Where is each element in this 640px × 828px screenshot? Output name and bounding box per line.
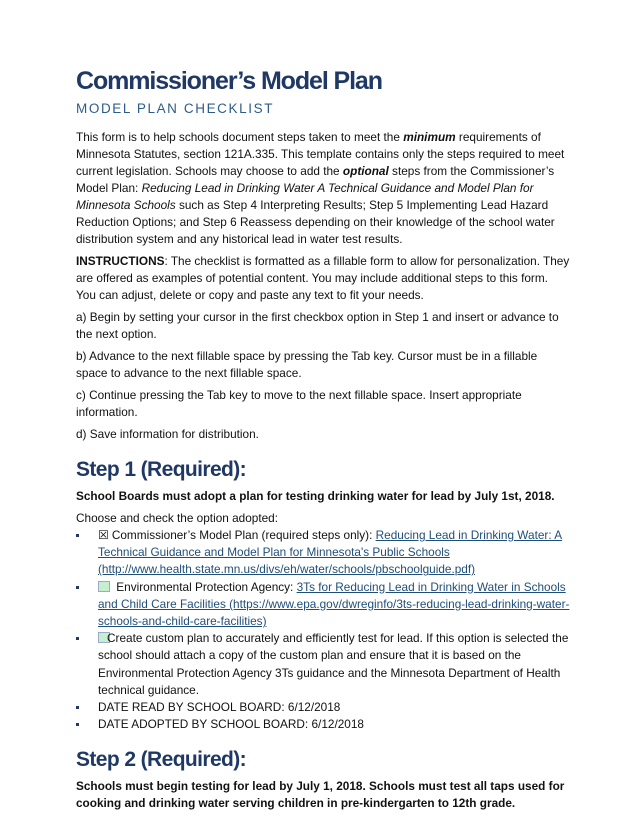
checked-checkbox[interactable]: ☒ xyxy=(98,528,109,542)
option-custom-plan: Create custom plan to accurately and efficiently test for lead. If this option is selected the school should attach a copy of the custom plan and ensure that it is based on the Environmental Protection Agency 3Ts guidance and the Minnesota Department of Health technical guidance. xyxy=(76,630,570,699)
checkbox-epa[interactable] xyxy=(98,581,110,592)
instruction-b: b) Advance to the next fillable space by pressing the Tab key. Cursor must be in a fillable space to advance to the next fillable space. xyxy=(76,349,538,380)
page-title: Commissioner’s Model Plan xyxy=(76,67,382,95)
intro-paragraph: This form is to help schools document steps taken to meet the minimum requirements of Minnesota Statutes, section 121A.335. This template contains only the steps required to meet current legislation. Schools may choose to add the optional steps from the Commissioner’s Model Plan: Reducing Lead in Drinking Water A Technical Guidance and Model Plan for Minnesota Schools such as Step 4 Interpreting Results; Step 5 Implementing Lead Hazard Reduction Options; and Step 6 Reassess depending on their knowledge of the school water distribution system and any historical lead in water test results. xyxy=(76,130,565,246)
epa-3ts-link[interactable]: 3Ts for Reducing Lead in Drinking Water in Schools and Child Care Facilities (https://www.epa.gov/dwreginfo/3ts-reducing-lead-drinking-water-schools-and-child-care-facilities) xyxy=(98,579,570,629)
date-adopted-field[interactable]: DATE ADOPTED BY SCHOOL BOARD: 6/12/2018 xyxy=(76,716,570,733)
date-read-field[interactable]: DATE READ BY SCHOOL BOARD: 6/12/2018 xyxy=(76,699,570,716)
model-plan-link[interactable]: Reducing Lead in Drinking Water: A Technical Guidance and Model Plan for Minnesota's Public Schools (http://www.health.state.mn.us/divs/eh/water/schools/pbschoolguide.pdf) xyxy=(98,528,563,577)
step2-lead: Schools must begin testing for lead by July 1, 2018. Schools must test all taps used for cooking and drinking water serving children in pre-kindergarten to 12th grade. xyxy=(76,779,565,811)
instructions-paragraph: INSTRUCTIONS: The checklist is formatted as a fillable form to allow for personalization. They are offered as examples of potential content. You may include additional steps to this form. You can adjust, delete or copy and paste any text to fit your needs. xyxy=(76,254,570,302)
instruction-d: d) Save information for distribution. xyxy=(76,427,259,441)
step1-choose: Choose and check the option adopted: xyxy=(76,511,279,525)
step1-lead: School Boards must adopt a plan for testing drinking water for lead by July 1st, 2018. xyxy=(76,489,555,503)
page-subtitle: MODEL PLAN CHECKLIST xyxy=(76,101,275,116)
option-epa: Environmental Protection Agency: 3Ts for Reducing Lead in Drinking Water in Schools and Child Care Facilities (https://www.epa.gov/dwreginfo/3ts-reducing-lead-drinking-water-schools-and-child-care-facilities) xyxy=(76,579,570,631)
step1-options xyxy=(76,527,570,733)
step1-heading: Step 1 (Required): xyxy=(76,458,247,481)
step2-heading: Step 2 (Required): xyxy=(76,748,247,772)
instruction-c: c) Continue pressing the Tab key to move to the next fillable space. Insert appropriate information. xyxy=(76,388,522,419)
instruction-a: a) Begin by setting your cursor in the first checkbox option in Step 1 and insert or advance to the next option. xyxy=(76,310,559,341)
option-commissioner-plan: ☒ Commissioner’s Model Plan (required steps only): Reducing Lead in Drinking Water: A Technical Guidance and Model Plan for Minnesota's Public Schools (http://www.health.state.mn.us/divs/eh/water/schools/pbschoolguide.pdf) xyxy=(76,527,570,579)
